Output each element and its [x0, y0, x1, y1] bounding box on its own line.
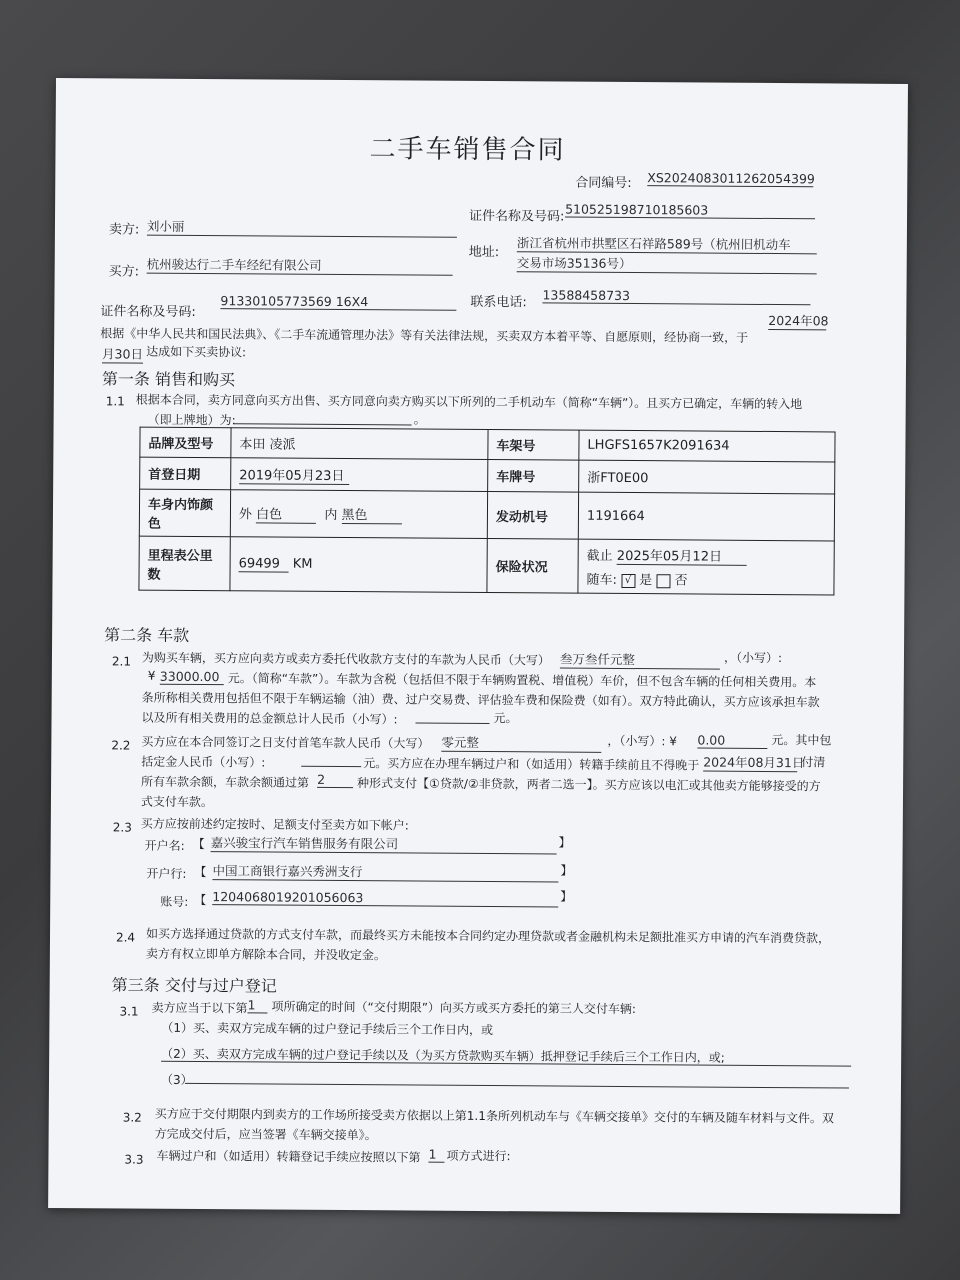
clause-2-1-text-f: 以及所有相关费用的总金额总计人民币（小写）: [141, 710, 398, 727]
clause-1-1-text-2: （即上牌地）为: [147, 412, 236, 428]
preamble-text: 根据《中华人民共和国民法典》、《二手车流通管理办法》等有关法律法规，买卖双方本着平等、自愿原则，经协商一致，于 [100, 326, 749, 345]
clause-3-1-text-a: 卖方应当于以下第 [151, 1000, 248, 1016]
mileage-label: 里程表公里数 [139, 536, 230, 591]
clause-2-4-text-b: 卖方有权立即单方解除本合同，并没收定金。 [145, 946, 386, 963]
clause-2-1-text-d: 元。（简称“车款”）。车款为含税（包括但不限于车辆购置税、增值税）车价，但不包含车辆的任何相关费用。本 [227, 671, 817, 690]
total-amount-blank [416, 723, 490, 725]
clause-number: 2.1 [111, 654, 132, 669]
price-upper: 叁万叁仟元整 [560, 650, 720, 670]
seller-id-no: 510525198710185603 [565, 202, 815, 220]
contract-no: XS2024083011262054399 [647, 170, 815, 187]
price-lower: 33000.00 [160, 669, 224, 685]
clause-1-1-end: 。 [413, 412, 426, 427]
seller-name: 刘小丽 [147, 217, 457, 238]
engine-label: 发动机号 [487, 492, 578, 540]
option-3-blank [185, 1083, 849, 1089]
brand-value: 本田 凌派 [231, 428, 488, 460]
buyer-phone: 13588458733 [542, 287, 810, 305]
color-ext-prefix: 外 [238, 507, 253, 523]
account-name-label: 开户名: [144, 838, 185, 853]
buyer-phone-label: 联系电话: [470, 294, 527, 311]
article-3-heading: 第三条 交付与过户登记 [111, 975, 277, 996]
no-checkbox[interactable] [656, 574, 670, 588]
bank-name: 中国工商银行嘉兴秀洲支行 [212, 861, 558, 882]
seller-id-label: 证件名称及号码: [468, 208, 565, 225]
color-int-value: 黑色 [341, 504, 401, 524]
first-payment-upper: 零元整 [441, 733, 601, 753]
color-cell [230, 490, 487, 539]
bracket-right: 】 [560, 863, 573, 878]
buyer-name: 杭州骏达行二手车经纪有限公司 [147, 255, 453, 276]
buyer-id-no: 91330105773569 16X4 [220, 293, 456, 311]
clause-2-2-text-b: ，（小写）: ¥ [607, 733, 677, 749]
vin-value: LHGFS1657K2091634 [579, 430, 835, 462]
clause-2-2-text-c: 元。其中包 [771, 733, 832, 748]
insurance-until-label: 截止 [586, 548, 613, 564]
mileage-value: 69499 [239, 556, 289, 572]
seller-label: 卖方: [108, 222, 140, 238]
delivery-option-2: （2）买、卖双方完成车辆的过户登记手续以及（为买方贷款购买车辆）抵押登记手续后三个工作日内，或; [161, 1046, 725, 1065]
clause-number: 3.2 [122, 1110, 142, 1125]
clause-2-1-text-a: 为购买车辆，买方应向卖方或卖方委托代收款方支付的车款为人民币（大写） [141, 650, 551, 668]
clause-2-1-text-e: 条所称相关费用包括但不限于车辆运输（油）费、过户交易费、评估验车费和保险费（如有）。双方特此确认，买方应该承担车款 [141, 690, 820, 710]
vin-label: 车架号 [488, 430, 579, 461]
article-1-heading: 第一条 销售和购买 [101, 369, 236, 390]
buyer-address-line1: 浙江省杭州市拱墅区石祥路589号（杭州旧机动车 [517, 233, 817, 254]
buyer-label: 买方: [108, 264, 140, 280]
color-label: 车身内饰颜色 [139, 489, 230, 537]
clause-2-2-text-i: 式支付车款。 [140, 794, 214, 810]
account-no: 1204068019201056063 [212, 889, 558, 907]
buyer-address-label: 地址: [468, 244, 500, 261]
color-ext-value: 白色 [256, 503, 316, 523]
clause-3-2-text-a: 买方应于交付期限内到卖方的工作场所接受卖方依据以上第1.1条所列机动车与《车辆交接单》交付的车辆及随车材料与文件。双 [154, 1106, 834, 1126]
currency-symbol: ¥ [147, 668, 156, 683]
bracket-left: 【 [194, 892, 207, 908]
payment-method: 2 [317, 772, 353, 788]
delivery-option-choice: 1 [247, 997, 267, 1013]
plate-label: 车牌号 [488, 460, 579, 493]
bracket-right: 】 [558, 835, 571, 850]
bank-label: 开户行: [146, 866, 187, 881]
buyer-address-line2: 交易市场35136号） [517, 253, 817, 274]
contract-no-label: 合同编号: [575, 175, 632, 192]
page-title: 二手车销售合同 [369, 134, 566, 166]
clause-number: 3.1 [119, 1004, 139, 1019]
buyer-id-label: 证件名称及号码: [100, 304, 196, 320]
vehicle-table [138, 427, 835, 596]
yes-checkbox[interactable]: √ [621, 573, 635, 587]
deposit-blank [301, 766, 361, 767]
clause-3-3-text-a: 车辆过户和（如适用）转籍登记手续应按照以下第 [156, 1148, 421, 1165]
clause-2-2-text-g: 所有车款余额，车款余额通过第 [141, 774, 310, 790]
bracket-right: 】 [560, 889, 573, 904]
clause-number: 2.2 [111, 738, 131, 753]
payment-deadline: 2024年08月31日 [703, 754, 805, 771]
clause-number: 3.3 [124, 1152, 144, 1167]
insurance-until-value: 2025年05月12日 [617, 545, 747, 566]
clause-number: 2.3 [112, 820, 132, 835]
clause-2-3-text: 买方应按前述约定按时、足额支付至卖方如下帐户: [140, 816, 409, 833]
account-name: 嘉兴骏宝行汽车销售服务有限公司 [211, 833, 557, 854]
reg-date-value: 2019年05月23日 [239, 464, 349, 485]
clause-2-2-text-a: 买方应在本合同签订之日支付首笔车款人民币（大写） [141, 734, 430, 751]
color-int-prefix: 内 [324, 507, 338, 523]
mileage-unit: KM [292, 556, 313, 572]
plate-value: 浙FT0E00 [579, 460, 835, 494]
bracket-left: 【 [194, 864, 207, 880]
insurance-follow-label: 随车: [586, 572, 617, 588]
insurance-cell [578, 539, 834, 595]
transfer-option-choice: 1 [428, 1147, 444, 1163]
clause-2-2-text-d: 括定金人民币（小写）: [141, 754, 266, 770]
clause-2-2-text-e: 元。买方应在办理车辆过户和（如适用）转籍手续前且不得晚于 [363, 756, 700, 773]
clause-2-2-text-h: 种形式支付【①贷款/②非贷款，两者二选一】。买方应该以电汇或其他卖方能够接受的方 [357, 776, 821, 794]
clause-number: 1.1 [105, 394, 125, 409]
preamble-date-a: 2024年08 [768, 312, 829, 329]
account-no-label: 账号: [160, 894, 189, 909]
mileage-cell [230, 537, 487, 593]
clause-3-1-text-b: 项所确定的时间（“交付期限”）向买方或买方委托的第三人交付车辆: [271, 999, 637, 1017]
article-2-heading: 第二条 车款 [104, 625, 190, 645]
clause-2-4-text-a: 如买方选择通过贷款的方式支付车款，而最终买方未能按本合同约定办理贷款或者金融机构未足额批准买方申请的汽车消费贷款， [145, 926, 831, 946]
transfer-location-blank [234, 423, 412, 425]
delivery-option-1: （1）买、卖双方完成车辆的过户登记手续后三个工作日内，或 [161, 1020, 494, 1038]
contract-paper [48, 78, 908, 1214]
first-payment-lower: 0.00 [697, 732, 767, 748]
clause-3-3-text-b: 项方式进行: [446, 1148, 511, 1164]
clause-1-1-text: 根据本合同，卖方同意向买方出售、买方同意向卖方购买以下所列的二手机动车（简称“车辆”）。且买方已确定，车辆的转入地 [135, 392, 803, 412]
clause-2-1-text-g: 元。 [493, 711, 518, 726]
brand-label: 品牌及型号 [140, 427, 231, 458]
clause-2-2-text-f: 付清 [801, 755, 826, 770]
engine-value: 1191664 [578, 492, 834, 541]
no-label: 否 [674, 573, 688, 589]
clause-2-1-text-b: ，（小写）: [723, 650, 783, 666]
reg-date-label: 首登日期 [140, 457, 231, 490]
reg-date-cell [231, 458, 488, 492]
preamble-date-b: 月30日 [102, 346, 144, 362]
clause-number: 2.4 [115, 930, 136, 945]
delivery-option-3: （3） [160, 1072, 193, 1087]
insurance-label: 保险状况 [487, 539, 578, 594]
preamble-text-2: 达成如下买卖协议: [146, 344, 247, 360]
clause-3-2-text-b: 方完成交付后，应当签署《车辆交接单》。 [154, 1126, 377, 1143]
bracket-left: 【 [192, 836, 205, 852]
yes-label: 是 [639, 573, 653, 589]
